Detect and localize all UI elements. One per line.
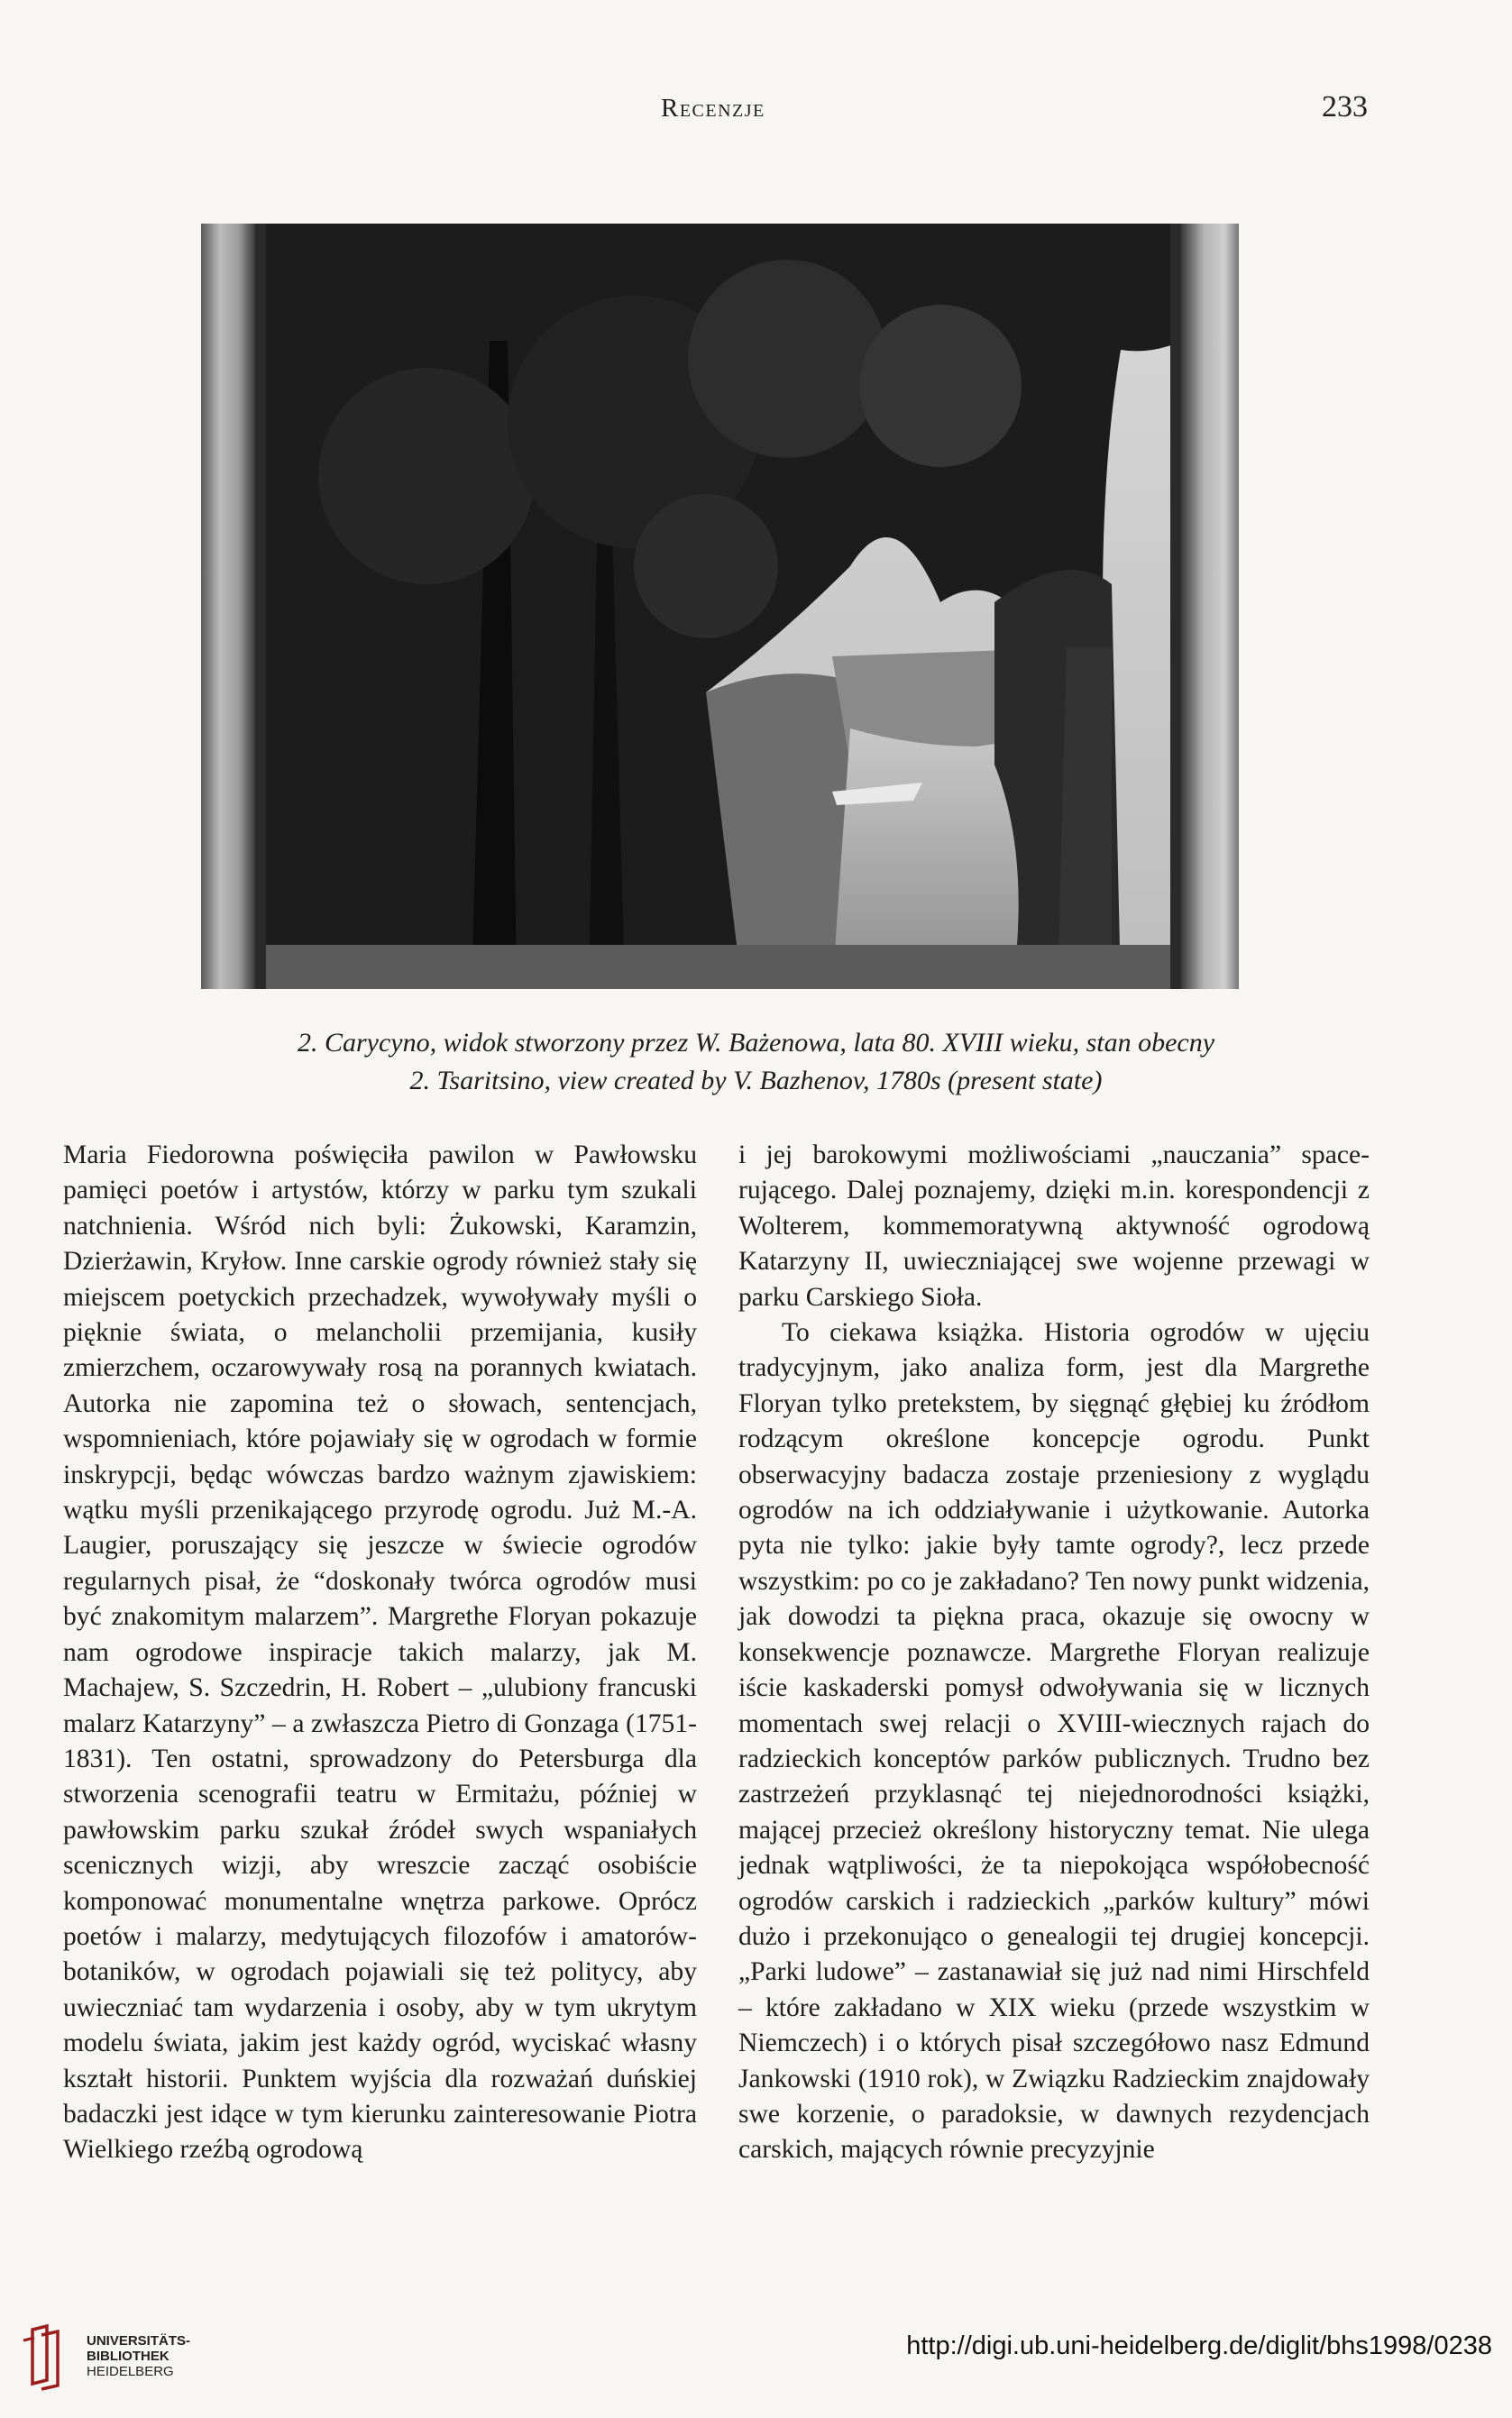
- text-column-left: [63, 1138, 697, 2168]
- paragraph: i jej barokowymi możliwościami „nauczania” spacerującego. Dalej poznajemy, dzięki m.in. korespondencji z Wolterem, kommemoratywną aktywność ogrodową Katarzyny II, uwieczniającej swe wojenne przewagi w parku Carskiego Sioła.: [738, 1140, 1370, 1312]
- figure-caption-english: 2. Tsaritsino, view created by V. Bazhenov, 1780s (present state): [409, 1066, 1103, 1095]
- text-column-right: [738, 1138, 1370, 2168]
- photo-tsaritsino-view: [201, 224, 1239, 989]
- figure-caption-polish: 2. Carycyno, widok stworzony przez W. Bażenowa, lata 80. XVIII wieku, stan obecny: [297, 1028, 1215, 1058]
- running-head: Recenzje: [661, 94, 765, 123]
- source-url-link[interactable]: http://digi.ub.uni-heidelberg.de/diglit/bhs1998/0238: [906, 2331, 1492, 2360]
- paragraph: To ciekawa książka. Historia ogrodów w ujęciu tradycyjnym, jako analiza form, jest dla Margrethe Floryan tylko pretekstem, by sięgnąć głębiej ku źródłom rodzącym określone koncepcje ogrodu. Punkt obserwacyjny badacza zostaje przeniesiony z wyglądu ogrodów na ich oddziaływanie i użytkowanie. Autorka pyta nie tylko: jakie były tamte ogrody?, lecz przede wszystkim: po co je zakładano? Ten nowy punkt widzenia, jak dowodzi ta piękna praca, okazuje się owocny w konsekwencje poznawcze. Margrethe Floryan realizuje iście kaskaderski pomysł odwoływania się w licznych momentach swej relacji o XVIII-wiecznych rajach do radzieckich konceptów parków publicznych. Trudno bez zastrzeżeń przyklasnąć tej niejednorodności książki, mającej przecież określony historyczny temat. Nie ulega jednak wątpliwości, że ta niepokojąca współobecność ogrodów carskich i radzieckich „parków kultury” mówi dużo i przekonująco o genealogii tej drugiej koncepcji. „Parki ludowe” – zastanawiał się już nad nimi Hirschfeld – które zakładano w XIX wieku (przede wszystkim w Niemczech) i o których pisał szczegółowo nasz Edmund Jankowski (1910 rok), w Związku Radzieckim znajdowały swe korzenie, o paradoksie, w dawnych rezydencjach carskich, mających równie precyzyjnie: [738, 1318, 1370, 2165]
- library-name: UNIVERSITÄTS- BIBLIOTHEK HEIDELBERG: [87, 2333, 191, 2379]
- figure-photograph: [201, 224, 1239, 989]
- paragraph: Maria Fiedorowna poświęciła pawilon w Pawłowsku pamięci poetów i artystów, którzy w parku tym szukali natchnienia. Wśród nich byli: Żukowski, Karamzin, Dzierżawin, Kryłow. Inne carskie ogrody również stały się miejscem poetyckich przechadzek, wywoływały myśli o pięknie świata, o melancholii przemijania, kusiły zmierzchem, oczarowywały rosą na porannych kwiatach. Autorka nie zapomina też o słowach, sentencjach, wspomnieniach, które pojawiały się w ogrodach w formie inskrypcji, będąc wówczas bardzo ważnym zjawiskiem: wątku myśli przenikającego przyrodę ogrodu. Już M.-A. Laugier, poruszający się jeszcze w świecie ogrodów regularnych pisał, że “doskonały twórca ogrodów musi być znakomitym malarzem”. Margrethe Floryan pokazuje nam ogrodowe inspiracje takich malarzy, jak M. Machajew, S. Szczedrin, H. Robert – „ulubiony francuski malarz Katarzyny” – a zwłaszcza Pietro di Gonzaga (1751-1831). Ten ostatni, sprowadzony do Petersburga dla stworzenia scenografii teatru w Ermitażu, później w pawłowskim parku szukał źródeł swych wspaniałych scenicznych wizji, aby wreszcie zacząć osobiście komponować monumentalne wnętrza parkowe. Oprócz poetów i malarzy, medytujących filozofów i amatorów-botaników, w ogrodach pojawiali się też politycy, aby uwieczniać tam wydarzenia i osoby, aby w tym ukrytym modelu świata, jakim jest każdy ogród, wyciskać własny kształt historii. Punktem wyjścia dla rozważań duńskiej badaczki jest idące w tym kierunku zainteresowanie Piotra Wielkiego rzeźbą ogrodową: [63, 1140, 697, 2165]
- library-logo-icon: [20, 2324, 72, 2391]
- page-number: 233: [1322, 90, 1368, 124]
